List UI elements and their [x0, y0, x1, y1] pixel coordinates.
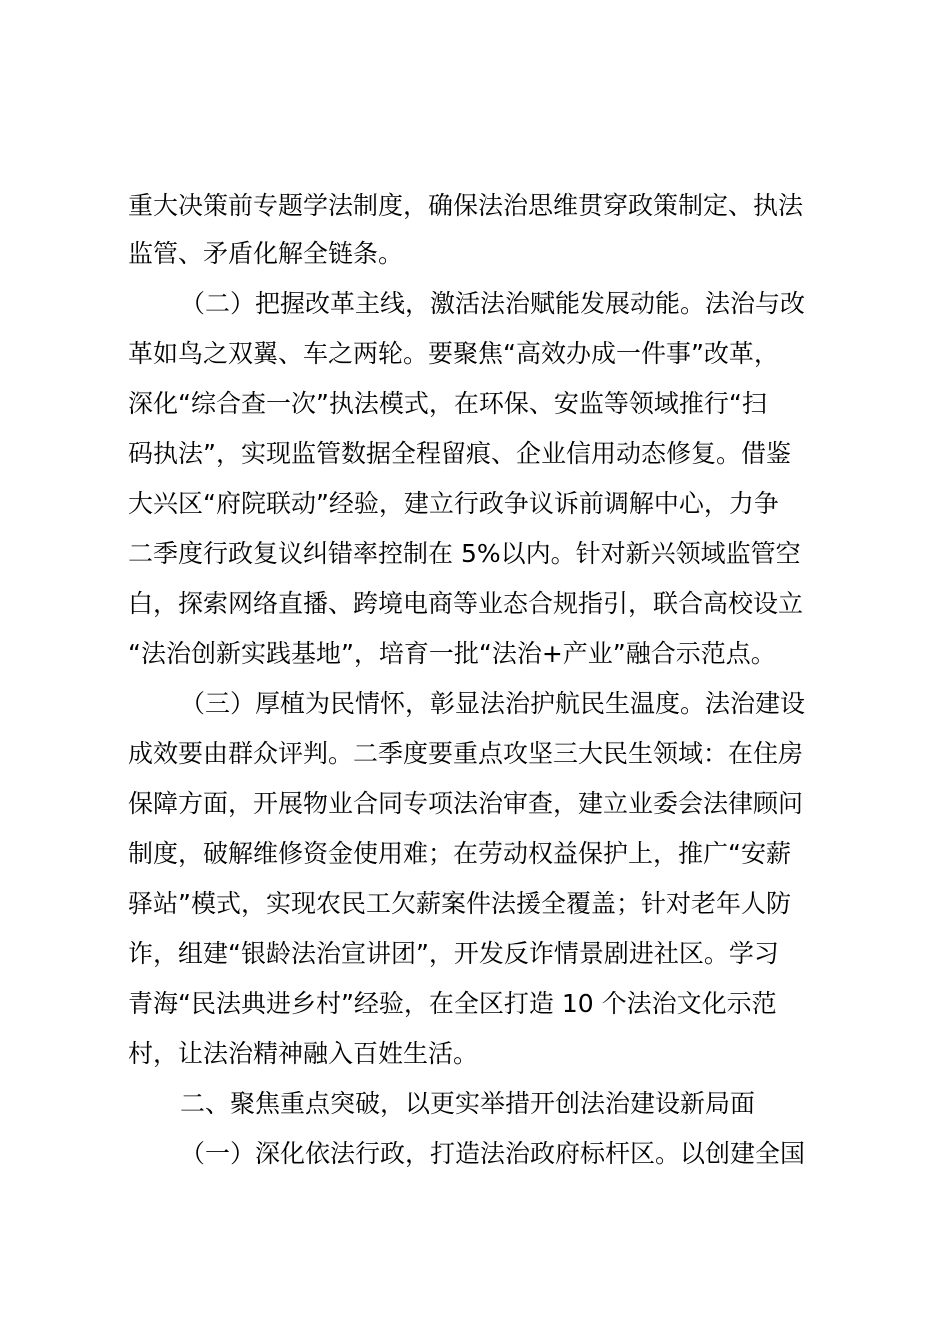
text-line: 制度，破解维修资金使用难；在劳动权益保护上，推广“安薪	[128, 839, 791, 868]
text-line: 革如鸟之双翼、车之两轮。要聚焦“高效办成一件事”改革，	[128, 339, 779, 368]
text-line: 深化“综合查一次”执法模式，在环保、安监等领域推行“扫	[128, 389, 767, 418]
section-2-heading-line: （二）把握改革主线，激活法治赋能发展动能。法治与改	[180, 289, 806, 318]
text-line: 二季度行政复议纠错率控制在 5%以内。针对新兴领域监管空	[128, 539, 801, 568]
text-line: 青海“民法典进乡村”经验，在全区打造 10 个法治文化示范	[128, 989, 777, 1018]
text-line: 监管、矛盾化解全链条。	[128, 239, 404, 268]
text-line: 驿站”模式，实现农民工欠薪案件法援全覆盖；针对老年人防	[128, 889, 791, 918]
text-line: 诈，组建“银龄法治宣讲团”，开发反诈情景剧进社区。学习	[128, 939, 779, 968]
text-line: 成效要由群众评判。二季度要重点攻坚三大民生领域：在住房	[128, 739, 804, 768]
text-line: 大兴区“府院联动”经验，建立行政争议诉前调解中心，力争	[128, 489, 779, 518]
text-line: 村，让法治精神融入百姓生活。	[128, 1039, 479, 1068]
text-line: 重大决策前专题学法制度，确保法治思维贯穿政策制定、执法	[128, 191, 804, 220]
text-line: “法治创新实践基地”，培育一批“法治+产业”融合示范点。	[128, 639, 776, 668]
text-line: 保障方面，开展物业合同专项法治审查，建立业委会法律顾问	[128, 789, 804, 818]
part-2-heading: 二、聚焦重点突破，以更实举措开创法治建设新局面	[180, 1089, 756, 1118]
subsection-1-heading-line: （一）深化依法行政，打造法治政府标杆区。以创建全国	[180, 1139, 806, 1168]
section-3-heading-line: （三）厚植为民情怀，彰显法治护航民生温度。法治建设	[180, 689, 806, 718]
text-line: 白，探索网络直播、跨境电商等业态合规指引，联合高校设立	[128, 589, 804, 618]
text-line: 码执法”，实现监管数据全程留痕、企业信用动态修复。借鉴	[128, 439, 791, 468]
